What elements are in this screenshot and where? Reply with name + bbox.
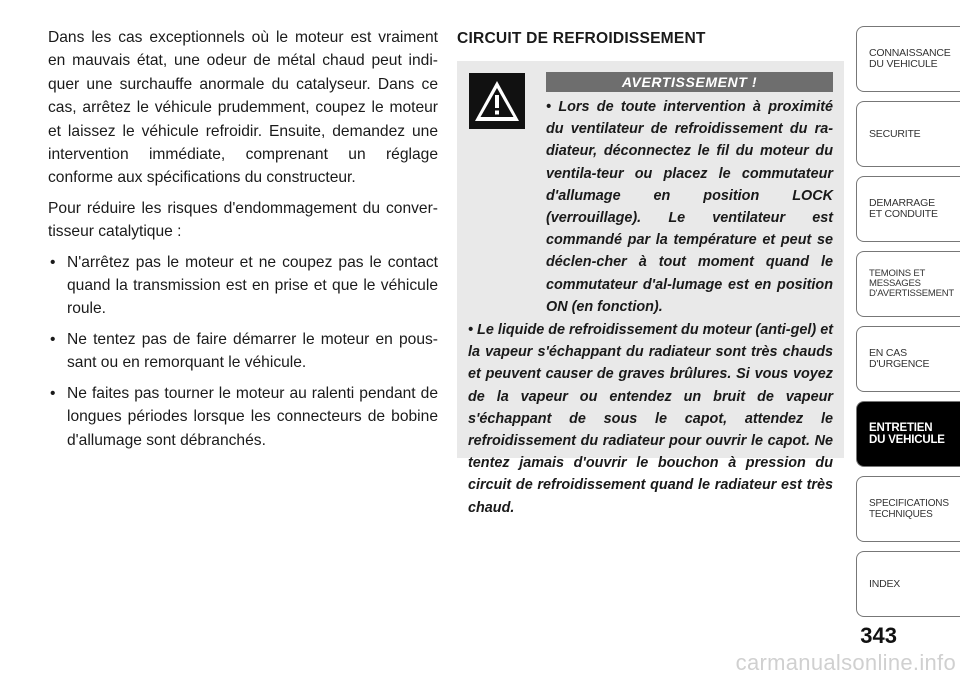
tab-demarrage-conduite[interactable]: DEMARRAGE ET CONDUITE bbox=[856, 176, 960, 242]
list-item: • Ne faites pas tourner le moteur au ralenti pendant de longues périodes lorsque les connecteurs de bobine d'allumage sont débranchés. bbox=[48, 382, 438, 452]
tab-en-cas-urgence[interactable]: EN CAS D'URGENCE bbox=[856, 326, 960, 392]
tab-securite[interactable]: SECURITE bbox=[856, 101, 960, 167]
warning-triangle-icon bbox=[469, 73, 525, 129]
tab-connaissance-vehicule[interactable]: CONNAISSANCE DU VEHICULE bbox=[856, 26, 960, 92]
chapter-tabs bbox=[856, 26, 960, 626]
watermark: carmanualsonline.info bbox=[735, 650, 956, 675]
list-item: • Ne tentez pas de faire démarrer le moteur en pous-sant ou en remorquant le véhicule. bbox=[48, 328, 438, 375]
section-title: CIRCUIT DE REFROIDISSEMENT bbox=[457, 30, 706, 47]
paragraph-catalyst-intro: Pour réduire les risques d'endommagement du conver-tisseur catalytique : bbox=[48, 199, 438, 241]
tab-temoins-messages[interactable]: TEMOINS ET MESSAGES D'AVERTISSEMENT bbox=[856, 251, 960, 317]
paragraph-catalyst-overheat: Dans les cas exceptionnels où le moteur est vraiment en mauvais état, une odeur de métal chaud peut indi-quer une surchauffe anormale du catalyseur. Dans ce cas, arrêtez le véhicule prudemment, coupez le moteur et laissez le véhicule refroidir. Ensuite, demandez une intervention immédiate, comprenant un réglage conforme aux spécifications du constructeur. bbox=[48, 29, 438, 187]
warning-box bbox=[457, 61, 844, 516]
page-number: 343 bbox=[860, 623, 897, 648]
tab-index[interactable]: INDEX bbox=[856, 551, 960, 617]
warning-item-fan: • Lors de toute intervention à proximité du ventilateur de refroidissement du ra-diateur, déconnectez le fil du moteur du ventila-teur ou placez le commutateur d'allumage en position LOCK (verrouillage). Le ventilateur est commandé par la température et peut se déclen-cher à tout moment quand le commutateur d'al-lumage est en position ON (en fonction). bbox=[546, 99, 833, 315]
body-text-column bbox=[48, 26, 438, 459]
list-item: • N'arrêtez pas le moteur et ne coupez pas le contact quand la transmission est en prise et que le véhicule roule. bbox=[48, 251, 438, 321]
warning-header: AVERTISSEMENT ! bbox=[546, 72, 833, 92]
tab-specifications-techniques[interactable]: SPECIFICATIONS TECHNIQUES bbox=[856, 476, 960, 542]
warning-item-coolant: • Le liquide de refroidissement du moteur (anti-gel) et la vapeur s'échappant du radiateur sont très chauds et peuvent causer de graves brûlures. Si vous voyez de la vapeur ou entendez un bruit de vapeur s'échappant de sous le capot, attendez le refroidissement du radiateur pour ouvrir le capot. Ne tentez jamais d'ouvrir le bouchon à pression du circuit de refroidissement quand le radiateur est très chaud. bbox=[468, 322, 833, 516]
warning-text bbox=[468, 96, 833, 519]
tab-entretien-vehicule[interactable]: ENTRETIEN DU VEHICULE bbox=[856, 401, 960, 467]
catalyst-bullet-list bbox=[48, 251, 438, 452]
